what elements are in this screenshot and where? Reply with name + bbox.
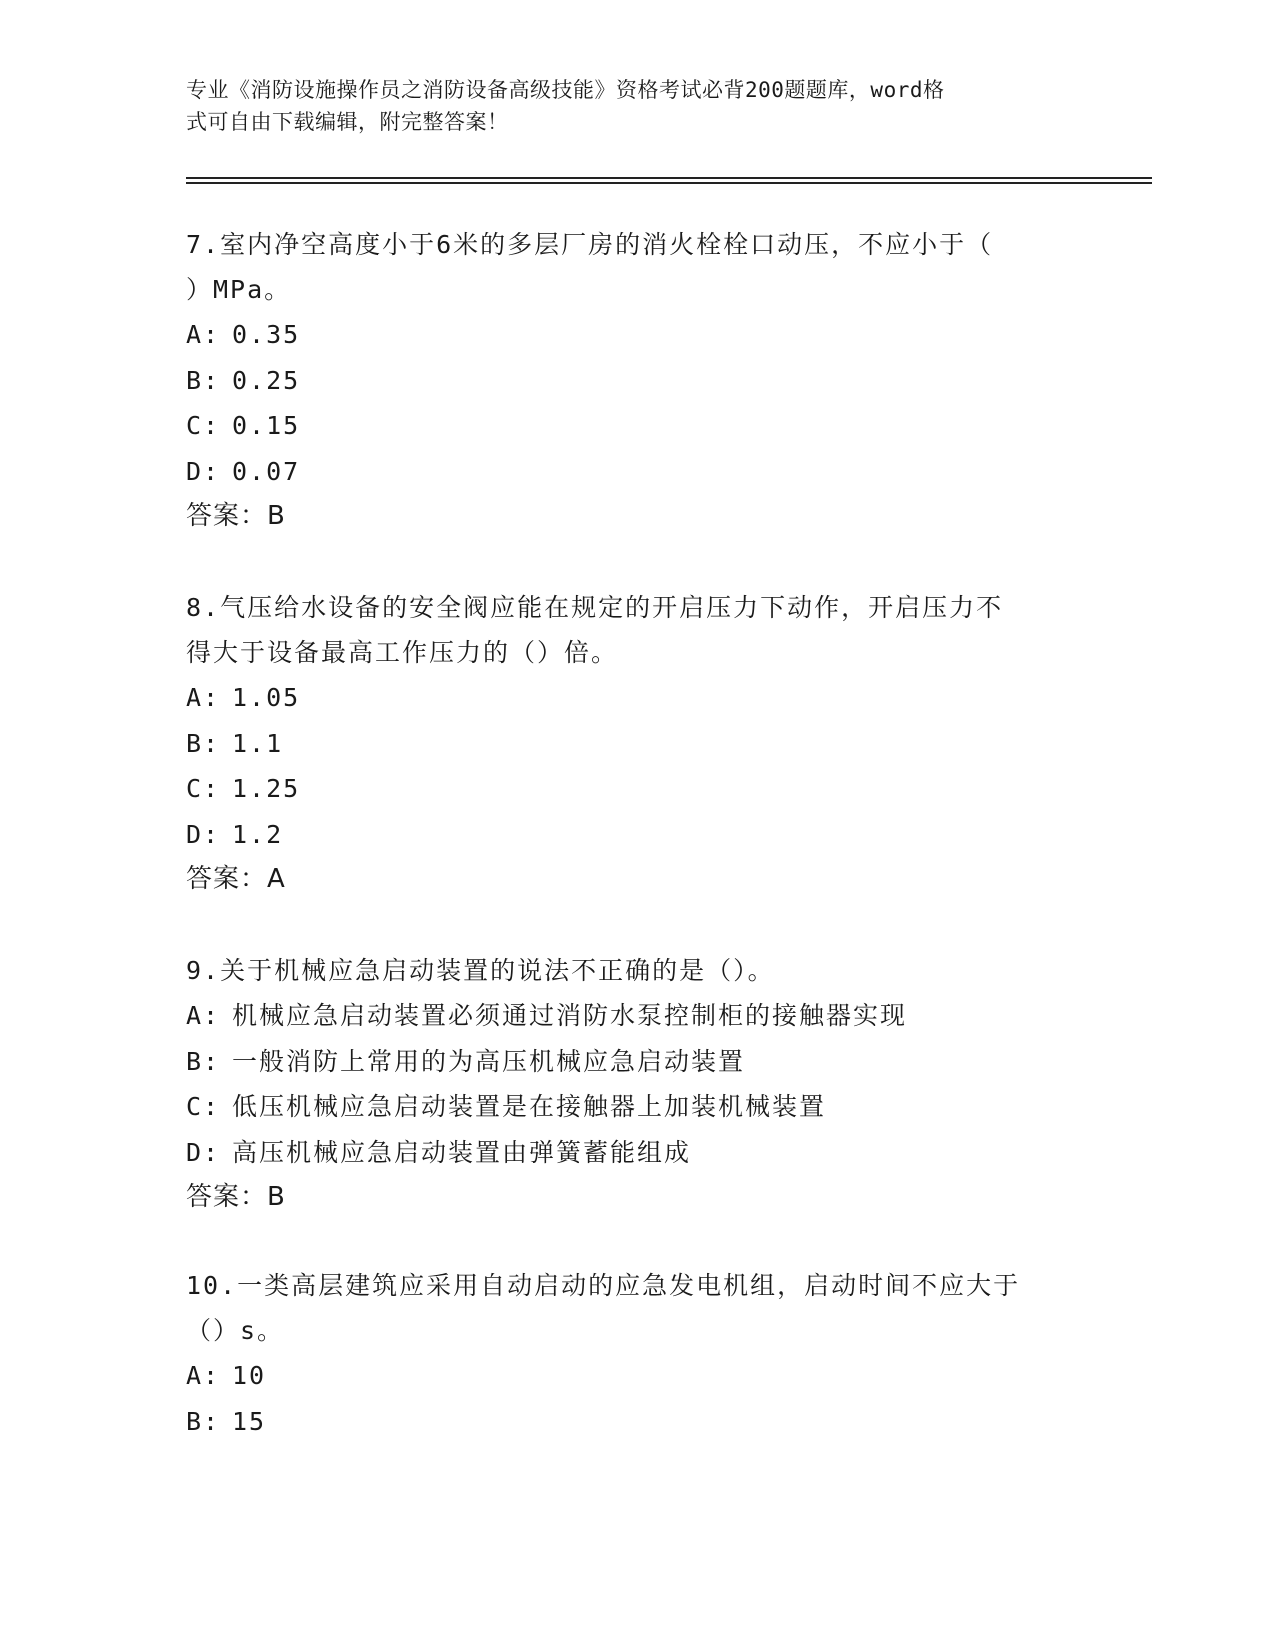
option-b bbox=[186, 721, 1086, 767]
question-text-line: 7.室内净空高度小于6米的多层厂房的消火栓栓口动压，不应小于（ bbox=[186, 230, 994, 259]
option-text: 0.15 bbox=[232, 411, 301, 440]
option-c bbox=[186, 403, 1086, 449]
option-letter: B: bbox=[186, 365, 221, 395]
question-10 bbox=[186, 1263, 1086, 1444]
option-text: 高压机械应急启动装置由弹簧蓄能组成 bbox=[232, 1137, 692, 1167]
option-text: 0.25 bbox=[232, 365, 301, 395]
option-letter: A: bbox=[186, 1001, 221, 1030]
answer-label: 答案：A bbox=[186, 864, 286, 894]
header-line-1: 专业《消防设施操作员之消防设备高级技能》资格考试必背200题题库，word格 bbox=[186, 78, 945, 102]
option-d bbox=[186, 812, 1086, 858]
option-letter: D: bbox=[186, 1137, 221, 1167]
option-text: 1.2 bbox=[232, 819, 284, 849]
option-letter: A: bbox=[186, 1361, 221, 1390]
option-text: 15 bbox=[232, 1406, 267, 1436]
option-text: 1.25 bbox=[232, 774, 301, 803]
option-c bbox=[186, 766, 1086, 812]
option-text: 0.35 bbox=[232, 320, 301, 349]
question-9 bbox=[186, 948, 1086, 1220]
question-7 bbox=[186, 222, 1086, 539]
question-text-line: ）MPa。 bbox=[186, 275, 292, 304]
header-divider-top bbox=[186, 177, 1152, 179]
option-text: 机械应急启动装置必须通过消防水泵控制柜的接触器实现 bbox=[232, 1001, 908, 1030]
option-letter: D: bbox=[186, 456, 221, 486]
header-line-2: 式可自由下载编辑，附完整答案！ bbox=[186, 110, 509, 134]
option-d bbox=[186, 1130, 1086, 1176]
question-text-line: 10.一类高层建筑应采用自动启动的应急发电机组，启动时间不应大于 bbox=[186, 1271, 1021, 1300]
question-text-line: 8.气压给水设备的安全阀应能在规定的开启压力下动作，开启压力不 bbox=[186, 593, 1004, 622]
option-text: 0.07 bbox=[232, 456, 301, 486]
answer-label: 答案：B bbox=[186, 1182, 286, 1212]
option-text: 低压机械应急启动装置是在接触器上加装机械装置 bbox=[232, 1092, 827, 1121]
question-text-line: （）s。 bbox=[186, 1316, 285, 1345]
option-letter: C: bbox=[186, 774, 221, 803]
option-a bbox=[186, 993, 1086, 1039]
option-letter: B: bbox=[186, 728, 221, 758]
option-letter: B: bbox=[186, 1406, 221, 1436]
option-letter: B: bbox=[186, 1046, 221, 1076]
option-letter: C: bbox=[186, 411, 221, 440]
option-d bbox=[186, 449, 1086, 495]
option-b bbox=[186, 1039, 1086, 1085]
document-header bbox=[186, 74, 1066, 138]
option-a bbox=[186, 675, 1086, 721]
option-text: 1.1 bbox=[232, 728, 284, 758]
option-a bbox=[186, 312, 1086, 358]
option-text: 一般消防上常用的为高压机械应急启动装置 bbox=[232, 1046, 746, 1076]
option-letter: A: bbox=[186, 683, 221, 712]
question-text-line: 9.关于机械应急启动装置的说法不正确的是（）。 bbox=[186, 956, 775, 985]
option-text: 10 bbox=[232, 1361, 267, 1390]
option-b bbox=[186, 358, 1086, 404]
question-text-line: 得大于设备最高工作压力的（）倍。 bbox=[186, 638, 619, 667]
header-divider-bottom bbox=[186, 182, 1152, 184]
option-text: 1.05 bbox=[232, 683, 301, 712]
option-letter: A: bbox=[186, 320, 221, 349]
option-c bbox=[186, 1084, 1086, 1130]
option-b bbox=[186, 1399, 1086, 1445]
answer-label: 答案：B bbox=[186, 501, 286, 531]
option-a bbox=[186, 1353, 1086, 1399]
question-8 bbox=[186, 585, 1086, 902]
option-letter: D: bbox=[186, 819, 221, 849]
option-letter: C: bbox=[186, 1092, 221, 1121]
